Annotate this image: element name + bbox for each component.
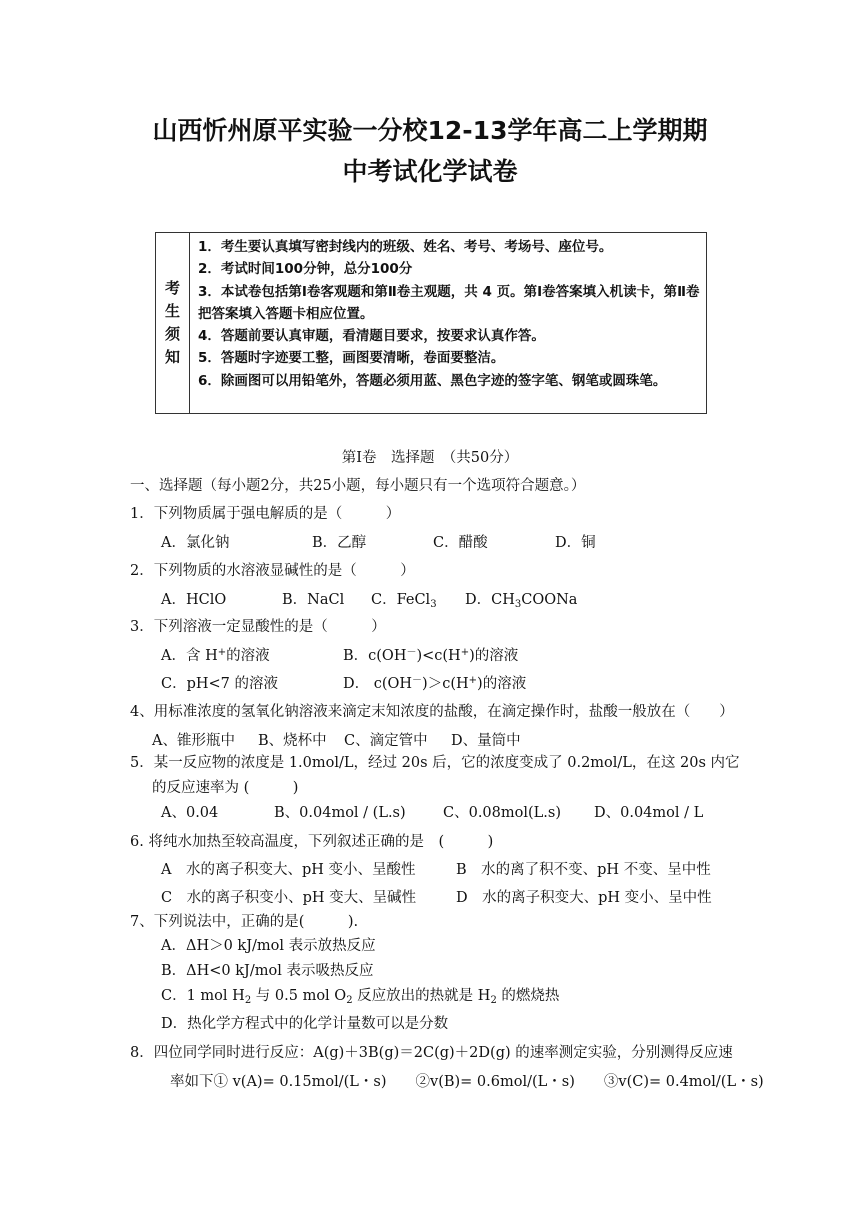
notice-item: 1．考生要认真填写密封线内的班级、姓名、考号、考场号、座位号。 [198,239,613,255]
q4-option-c: C、滴定管中 [344,733,428,749]
q2-option-c: C．FeCl$_3$ [371,592,437,610]
exam-title-line1: 山西忻州原平实验一分校12-13学年高二上学期期 [152,116,708,145]
q1-option-d: D．铜 [555,535,596,551]
question-7-stem: 7、下列说法中，正确的是( ). [130,914,359,930]
q7-option-b: B．ΔH<0 kJ/mol 表示吸热反应 [161,963,374,979]
q3-option-d: D． c(OH－)＞c(H+)的溶液 [343,675,527,692]
question-3-stem: 3．下列溶液一定显酸性的是（ ） [130,619,386,635]
q5-option-d: D、0.04mol / L [594,805,704,821]
notice-item: 4．答题前要认真审题，看清题目要求，按要求认真作答。 [198,328,545,345]
notice-item: 5．答题时字迹要工整，画图要清晰，卷面要整洁。 [198,350,505,367]
question-5-stem-line2: 的反应速率为 ( ) [152,780,299,796]
notice-items [198,236,702,392]
part-intro: 一、选择题（每小题2分，共25小题，每小题只有一个选项符合题意。） [130,478,586,494]
q5-option-a: A、0.04 [161,805,219,821]
exam-notice-box [155,232,707,414]
notice-item: 2．考试时间100分钟，总分100分 [198,261,413,278]
q4-option-d: D、量筒中 [451,733,521,749]
q5-option-c: C、0.08mol(L.s) [443,805,561,821]
q4-option-b: B、烧杯中 [258,733,327,749]
q1-option-c: C．醋酸 [433,535,488,551]
q7-option-c: C．1 mol $H_2$ 与 0.5 mol $O_2$ 反应放出的热就是 $H_2$ 的燃烧热 [161,988,560,1006]
q2-option-b: B．NaCl [282,592,345,608]
q4-option-a: A、锥形瓶中 [152,733,235,749]
q1-option-a: A．氯化钠 [161,535,230,551]
question-6-stem: 6. 将纯水加热至较高温度，下列叙述正确的是 ( ) [130,834,494,850]
q6-option-d: D 水的离子积变大、pH 变小、呈中性 [456,890,712,906]
q6-option-c: C 水的离子积变小、pH 变大、呈碱性 [161,890,417,906]
question-4-stem: 4、用标准浓度的氢氧化钠溶液来滴定末知浓度的盐酸，在滴定操作时，盐酸一般放在（ ） [130,704,734,720]
exam-title-line2: 中考试化学试卷 [342,157,518,186]
q7-option-d: D．热化学方程式中的化学计量数可以是分数 [161,1016,449,1032]
q3-option-c: C．pH<7 的溶液 [161,676,279,692]
notice-item: 6．除画图可以用铅笔外，答题必须用蓝、黑色字迹的签字笔、钢笔或圆珠笔。 [198,372,667,389]
notice-label: 考生须知 [156,233,190,413]
q7-option-a: A．ΔH＞0 kJ/mol 表示放热反应 [161,938,376,954]
q2-option-d: D．$CH_3COONa$ [465,592,578,610]
question-8-stem-line1: 8．四位同学同时进行反应：A(g)＋3B(g)＝2C(g)＋2D(g) 的速率测定实验，分别测得反应速 [130,1045,733,1061]
q6-option-b: B 水的离了积不变、pH 不变、呈中性 [456,862,711,878]
question-1-stem: 1．下列物质属于强电解质的是（ ） [130,506,401,522]
question-5-stem-line1: 5．某一反应物的浓度是 1.0mol/L，经过 20s 后，它的浓度变成了 0.2mol/L，在这 20s 内它 [130,755,740,771]
q2-option-a: A．HClO [161,592,227,608]
section-title: 第Ⅰ卷 选择题 （共50分） [341,450,519,466]
question-2-stem: 2．下列物质的水溶液显碱性的是（ ） [130,563,415,579]
q5-option-b: B、0.04mol / (L.s) [274,805,406,821]
notice-item: 3．本试卷包括第Ⅰ卷客观题和第Ⅱ卷主观题，共 4 页。第Ⅰ卷答案填入机读卡，第Ⅱ卷把答案填入答题卡相应位置。 [198,283,700,322]
q1-option-b: B．乙醇 [312,535,367,551]
q3-option-b: B．c(OH－)<c(H+)的溶液 [343,647,519,664]
q3-option-a: A．含 H+的溶液 [161,647,270,664]
q6-option-a: A 水的离子积变大、pH 变小、呈酸性 [161,862,416,878]
question-8-stem-line2: 率如下① v(A)= 0.15mol/(L・s) ②v(B)= 0.6mol/(L・s) ③v(C)= 0.4mol/(L・s) [170,1074,764,1090]
